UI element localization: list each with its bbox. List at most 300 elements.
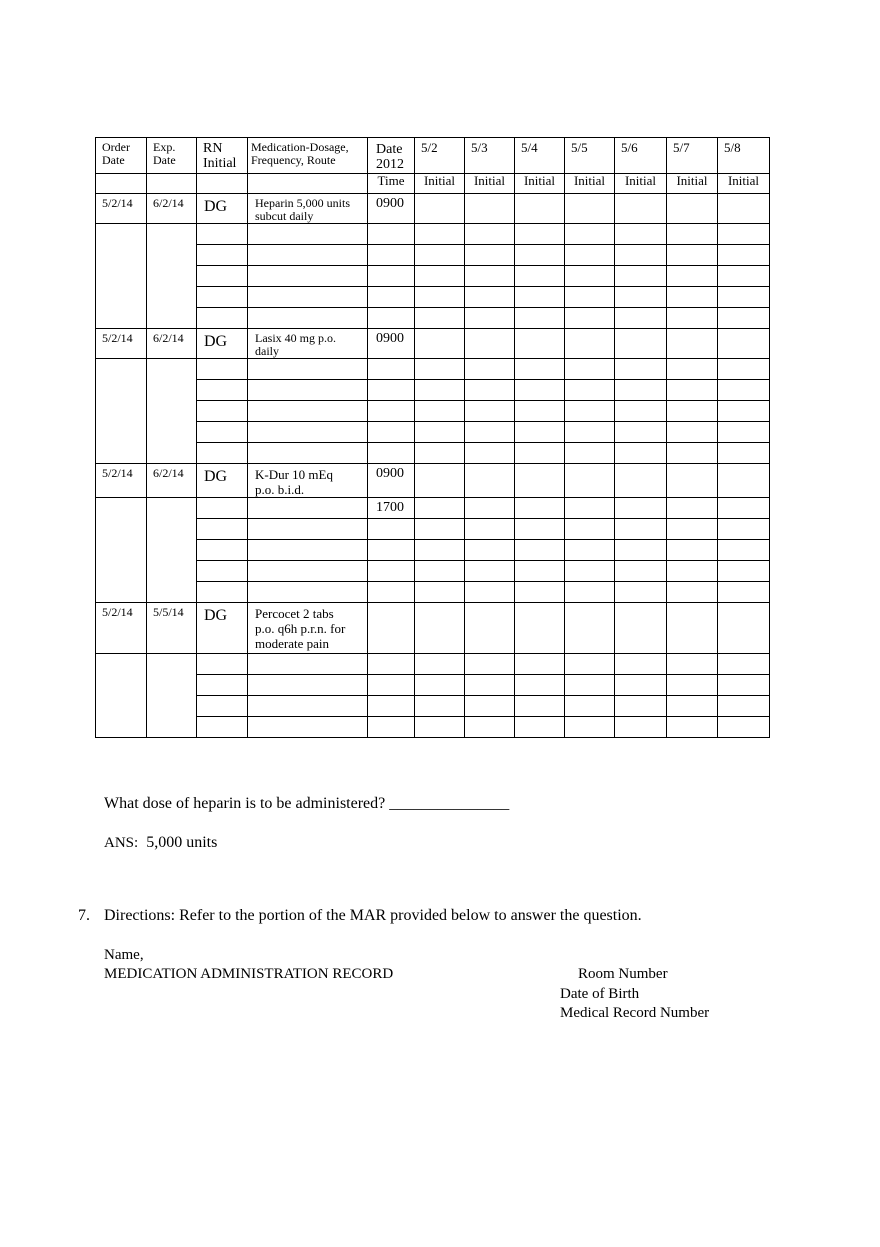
header-day-1: 5/2 [415,138,465,174]
exp-date-merged [147,498,197,603]
initial-cell [515,443,565,464]
rn-initial-cell [197,422,248,443]
initial-cell [667,717,718,738]
time-cell [368,675,415,696]
room-number-label: Room Number [578,966,668,982]
time-cell [368,464,415,498]
initial-cell [615,540,667,561]
initial-cell [465,194,515,224]
initial-cell [718,498,770,519]
medication-cell [248,224,368,245]
initial-cell [718,422,770,443]
medication-cell [248,380,368,401]
initial-cell [515,359,565,380]
initial-cell [465,540,515,561]
medication-cell [248,540,368,561]
initial-cell [515,717,565,738]
initial-cell [615,329,667,359]
initial-cell [565,359,615,380]
header-day-7: 5/8 [718,138,770,174]
initial-cell [465,603,515,654]
initial-cell [415,266,465,287]
initial-cell [667,308,718,329]
initial-cell [515,224,565,245]
order-date-merged [96,498,147,603]
order-subrow [96,224,770,245]
initial-cell [718,287,770,308]
header-order-date: Order Date [96,138,147,174]
exp-date-cell [147,329,197,359]
order-date: 5/2/14 [102,605,133,619]
header-medication: Medication-Dosage, Frequency, Route [248,138,368,174]
rn-initial-cell [197,717,248,738]
order-subrow [96,498,770,519]
time-cell [368,224,415,245]
medication-cell [248,717,368,738]
initial-cell [515,675,565,696]
rn-initial-cell [197,561,248,582]
initial-cell [615,654,667,675]
medication-cell [248,498,368,519]
rn-initial-cell [197,329,248,359]
order-subrow [96,519,770,540]
initial-cell [565,464,615,498]
medication-cell [248,675,368,696]
subheader-row [96,174,770,194]
initial-cell [718,224,770,245]
order-date-merged [96,359,147,464]
rn-initial-cell [197,194,248,224]
order-date-merged [96,224,147,329]
initial-cell [667,422,718,443]
medication-cell [248,266,368,287]
initial-cell [515,245,565,266]
order-subrow [96,359,770,380]
header-day-3: 5/4 [515,138,565,174]
initial-cell [515,582,565,603]
initial-cell [718,561,770,582]
medication-line: subcut daily [255,209,314,223]
initial-cell [415,519,465,540]
initial-cell [718,464,770,498]
initial-cell [615,498,667,519]
initial-cell [565,443,615,464]
rn-initial-cell [197,696,248,717]
rn-initial-cell [197,287,248,308]
initial-cell [615,443,667,464]
rn-initial-cell [197,675,248,696]
initial-cell [415,498,465,519]
initial-cell [415,422,465,443]
medication-cell [248,194,368,224]
initial-cell [667,498,718,519]
question-text: What dose of heparin is to be administered? _______________ [104,795,510,812]
time-cell [368,422,415,443]
initial-cell [615,287,667,308]
order-subrow [96,443,770,464]
rn-initial: DG [204,468,228,485]
order-date-cell [96,194,147,224]
header-initial: Initial [667,174,718,194]
initial-cell [415,696,465,717]
initial-cell [718,380,770,401]
initial-cell [415,464,465,498]
initial-cell [465,308,515,329]
medication-cell [248,329,368,359]
initial-cell [565,717,615,738]
initial-cell [565,696,615,717]
order-row [96,603,770,654]
initial-cell [515,401,565,422]
initial-cell [515,603,565,654]
initial-cell [465,287,515,308]
initial-cell [615,194,667,224]
initial-cell [465,224,515,245]
initial-cell [718,582,770,603]
medication-cell [248,401,368,422]
order-row [96,329,770,359]
initial-cell [615,696,667,717]
medication-cell [248,519,368,540]
initial-cell [465,245,515,266]
initial-cell [565,224,615,245]
header-exp-date: Exp. Date [147,138,197,174]
initial-cell [415,603,465,654]
order-subrow [96,717,770,738]
time-cell [368,519,415,540]
initial-cell [615,359,667,380]
initial-cell [667,266,718,287]
initial-cell [515,561,565,582]
rn-initial-cell [197,582,248,603]
order-date-merged [96,654,147,738]
order-row [96,194,770,224]
medication-cell [248,308,368,329]
order-date-cell [96,464,147,498]
time-cell [368,287,415,308]
initial-cell [615,380,667,401]
initial-cell [415,675,465,696]
initial-cell [615,422,667,443]
admin-time: 1700 [376,500,404,515]
initial-cell [415,224,465,245]
medication-cell [248,654,368,675]
initial-cell [515,498,565,519]
initial-cell [515,464,565,498]
initial-cell [515,329,565,359]
exp-date: 6/2/14 [153,466,184,480]
initial-cell [465,498,515,519]
order-date-cell [96,329,147,359]
order-subrow [96,245,770,266]
initial-cell [465,519,515,540]
order-subrow [96,654,770,675]
initial-cell [718,654,770,675]
header-initial: Initial [465,174,515,194]
initial-cell [718,519,770,540]
initial-cell [565,329,615,359]
rn-initial-cell [197,245,248,266]
initial-cell [667,654,718,675]
rn-initial-cell [197,540,248,561]
initial-cell [415,245,465,266]
initial-cell [465,582,515,603]
initial-cell [415,540,465,561]
initial-cell [718,359,770,380]
rn-initial-cell [197,224,248,245]
initial-cell [667,359,718,380]
order-subrow [96,308,770,329]
initial-cell [465,266,515,287]
initial-cell [667,287,718,308]
order-subrow [96,401,770,422]
record-title: MEDICATION ADMINISTRATION RECORD [104,966,394,982]
initial-cell [565,561,615,582]
rn-initial: DG [204,198,228,215]
medication-line: Lasix 40 mg p.o. [255,331,336,345]
order-subrow [96,582,770,603]
initial-cell [515,308,565,329]
initial-cell [615,308,667,329]
medication-cell [248,359,368,380]
initial-cell [667,380,718,401]
initial-cell [565,380,615,401]
initial-cell [415,443,465,464]
initial-cell [415,654,465,675]
initial-cell [515,287,565,308]
medication-cell [248,422,368,443]
initial-cell [718,194,770,224]
order-date: 5/2/14 [102,466,133,480]
exp-date-cell [147,464,197,498]
initial-cell [565,675,615,696]
medication-cell [248,464,368,498]
initial-cell [667,194,718,224]
time-cell [368,245,415,266]
header-day-4: 5/5 [565,138,615,174]
initial-cell [465,696,515,717]
order-date-cell [96,603,147,654]
rn-initial-cell [197,401,248,422]
medication-cell [248,696,368,717]
medication-line: p.o. b.i.d. [255,482,305,497]
header-day-2: 5/3 [465,138,515,174]
initial-cell [565,582,615,603]
initial-cell [667,519,718,540]
initial-cell [515,380,565,401]
header-rn-initial: RN Initial [197,138,248,174]
initial-cell [718,266,770,287]
initial-cell [667,603,718,654]
order-subrow [96,380,770,401]
initial-cell [465,401,515,422]
initial-cell [667,696,718,717]
initial-cell [465,717,515,738]
header-row [96,138,770,174]
time-cell [368,359,415,380]
initial-cell [565,422,615,443]
initial-cell [667,464,718,498]
initial-cell [415,401,465,422]
medication-line: moderate pain [255,636,329,651]
rn-initial-cell [197,266,248,287]
exp-date-merged [147,359,197,464]
medication-cell [248,561,368,582]
initial-cell [415,717,465,738]
time-cell [368,717,415,738]
time-cell [368,561,415,582]
time-cell [368,654,415,675]
initial-cell [667,224,718,245]
medication-cell [248,603,368,654]
rn-initial-cell [197,380,248,401]
initial-cell [615,224,667,245]
initial-cell [465,380,515,401]
time-cell [368,696,415,717]
initial-cell [465,359,515,380]
initial-cell [515,696,565,717]
rn-initial-cell [197,464,248,498]
initial-cell [718,443,770,464]
rn-initial-cell [197,359,248,380]
initial-cell [718,696,770,717]
initial-cell [718,717,770,738]
answer-value: 5,000 units [146,834,218,851]
initial-cell [615,561,667,582]
header-date-year: Date 2012 [368,138,415,174]
initial-cell [515,266,565,287]
time-cell [368,443,415,464]
initial-cell [615,245,667,266]
time-cell [368,498,415,519]
time-cell [368,194,415,224]
initial-cell [615,266,667,287]
header-initial: Initial [515,174,565,194]
initial-cell [718,675,770,696]
directions-text: Directions: Refer to the portion of the MAR provided below to answer the question. [104,907,642,924]
initial-cell [565,519,615,540]
medication-line: daily [255,344,279,358]
initial-cell [515,519,565,540]
initial-cell [615,717,667,738]
initial-cell [615,401,667,422]
order-subrow [96,561,770,582]
rn-initial-cell [197,654,248,675]
initial-cell [415,308,465,329]
initial-cell [565,603,615,654]
time-cell [368,582,415,603]
initial-cell [465,329,515,359]
answer-label: ANS: [104,835,139,851]
initial-cell [667,675,718,696]
initial-cell [718,401,770,422]
rn-initial-cell [197,603,248,654]
rn-initial: DG [204,333,228,350]
initial-cell [667,443,718,464]
exp-date: 6/2/14 [153,196,184,210]
initial-cell [667,561,718,582]
initial-cell [565,498,615,519]
initial-cell [565,287,615,308]
header-day-6: 5/7 [667,138,718,174]
initial-cell [565,245,615,266]
initial-cell [465,561,515,582]
exp-date-cell [147,194,197,224]
time-cell [368,540,415,561]
initial-cell [465,654,515,675]
initial-cell [667,245,718,266]
admin-time: 0900 [376,466,404,481]
admin-time: 0900 [376,331,404,346]
initial-cell [615,603,667,654]
rn-initial-cell [197,519,248,540]
initial-cell [415,359,465,380]
initial-cell [667,329,718,359]
initial-cell [515,194,565,224]
initial-cell [565,194,615,224]
initial-cell [718,245,770,266]
time-cell [368,401,415,422]
initial-cell [465,443,515,464]
answer-line [104,834,217,852]
header-day-5: 5/6 [615,138,667,174]
medication-cell [248,287,368,308]
initial-cell [415,287,465,308]
item-number: 7. [78,907,90,924]
mar-table [95,137,770,738]
initial-cell [515,540,565,561]
order-subrow [96,696,770,717]
exp-date: 5/5/14 [153,605,184,619]
initial-cell [415,329,465,359]
order-date: 5/2/14 [102,331,133,345]
exp-date-merged [147,654,197,738]
order-subrow [96,422,770,443]
header-initial: Initial [718,174,770,194]
order-subrow [96,540,770,561]
medication-line: Heparin 5,000 units [255,196,350,210]
rn-initial: DG [204,607,228,624]
initial-cell [415,582,465,603]
rn-initial-cell [197,498,248,519]
name-label: Name, [104,947,144,963]
order-row [96,464,770,498]
initial-cell [615,464,667,498]
time-cell [368,329,415,359]
initial-cell [565,654,615,675]
exp-date-cell [147,603,197,654]
initial-cell [565,401,615,422]
medication-line: K-Dur 10 mEq [255,467,333,482]
initial-cell [415,194,465,224]
header-initial: Initial [415,174,465,194]
initial-cell [415,561,465,582]
initial-cell [718,603,770,654]
medical-record-number-label: Medical Record Number [560,1005,710,1021]
order-subrow [96,287,770,308]
initial-cell [615,582,667,603]
time-cell [368,308,415,329]
order-date: 5/2/14 [102,196,133,210]
time-cell [368,380,415,401]
initial-cell [465,675,515,696]
initial-cell [615,519,667,540]
initial-cell [667,540,718,561]
initial-cell [465,422,515,443]
rn-initial-cell [197,308,248,329]
initial-cell [565,266,615,287]
medication-cell [248,443,368,464]
